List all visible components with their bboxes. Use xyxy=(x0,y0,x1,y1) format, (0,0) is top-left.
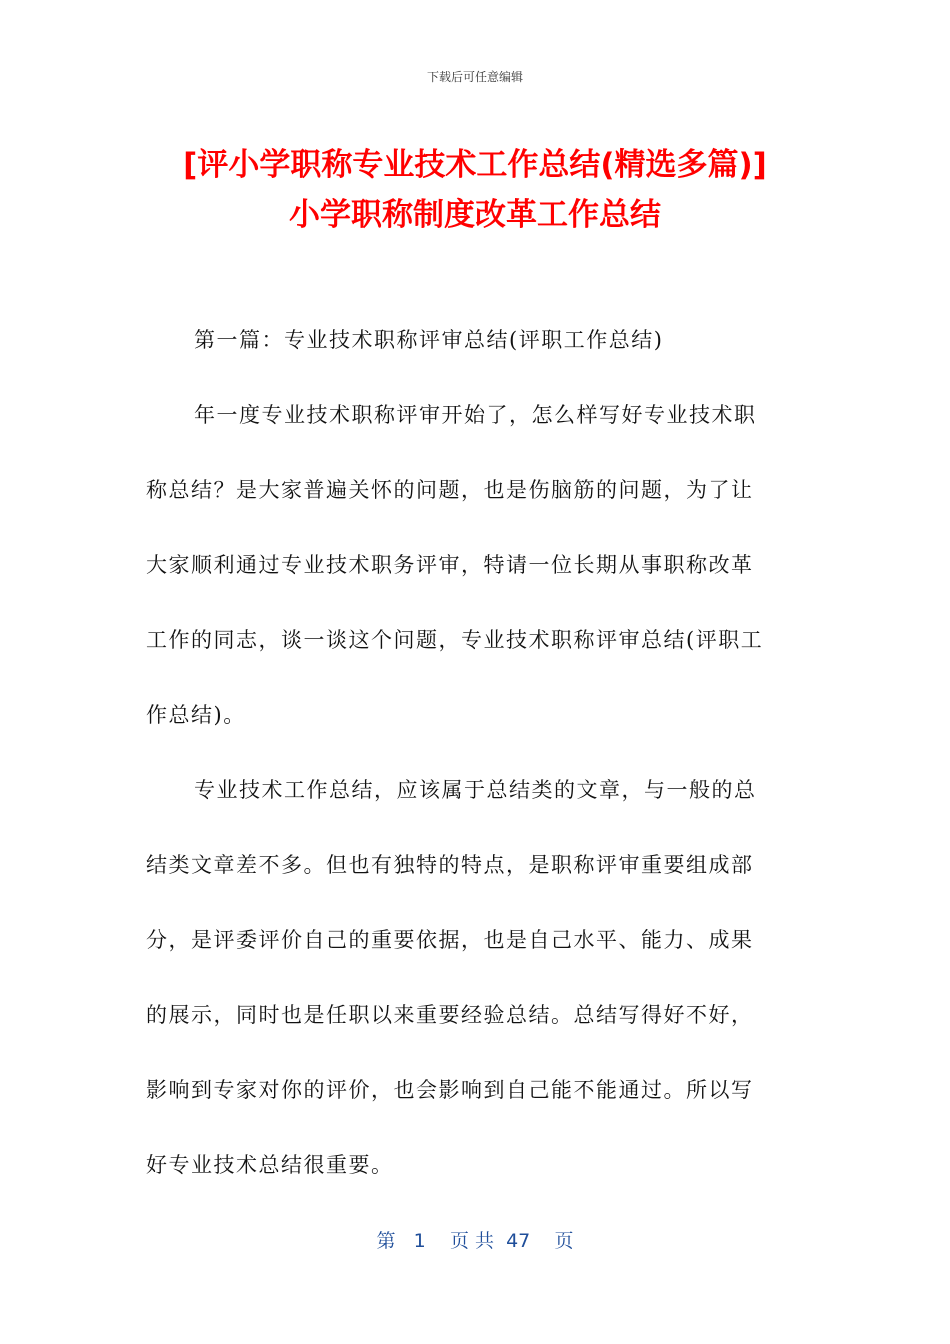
header-note: 下载后可任意编辑 xyxy=(426,70,523,84)
body-line: 大家顺利通过专业技术职务评审，特请一位长期从事职称改革 xyxy=(146,553,754,577)
footer-prefix: 第 xyxy=(376,1230,396,1252)
footer-suffix: 页 xyxy=(554,1230,574,1252)
body-line: 分，是评委评价自己的重要依据，也是自己水平、能力、成果 xyxy=(146,928,754,952)
total-pages: 47 xyxy=(506,1230,531,1252)
section-heading: 第一篇：专业技术职称评审总结(评职工作总结) xyxy=(194,328,664,352)
footer-middle: 页 共 xyxy=(449,1230,494,1252)
body-line: 的展示，同时也是任职以来重要经验总结。总结写得好不好， xyxy=(146,1003,754,1027)
body-line: 作总结)。 xyxy=(146,703,246,727)
body-line: 好专业技术总结很重要。 xyxy=(146,1153,394,1177)
title-line-1: [评小学职称专业技术工作总结(精选多篇)] xyxy=(183,147,767,183)
title-line-2: 小学职称制度改革工作总结 xyxy=(289,197,661,233)
body-line: 影响到专家对你的评价，也会影响到自己能不能通过。所以写 xyxy=(146,1078,754,1102)
body-line: 工作的同志，谈一谈这个问题，专业技术职称评审总结(评职工 xyxy=(146,628,764,652)
current-page-number: 1 xyxy=(413,1230,426,1252)
body-line: 结类文章差不多。但也有独特的特点，是职称评审重要组成部 xyxy=(146,853,754,877)
body-line: 专业技术工作总结，应该属于总结类的文章，与一般的总 xyxy=(194,778,757,802)
body-line: 年一度专业技术职称评审开始了，怎么样写好专业技术职 xyxy=(194,403,757,427)
document-title xyxy=(60,140,890,240)
body-line: 称总结？是大家普遍关怀的问题，也是伤脑筋的问题，为了让 xyxy=(146,478,754,502)
page-footer xyxy=(0,1226,950,1253)
document-body xyxy=(146,322,806,1222)
